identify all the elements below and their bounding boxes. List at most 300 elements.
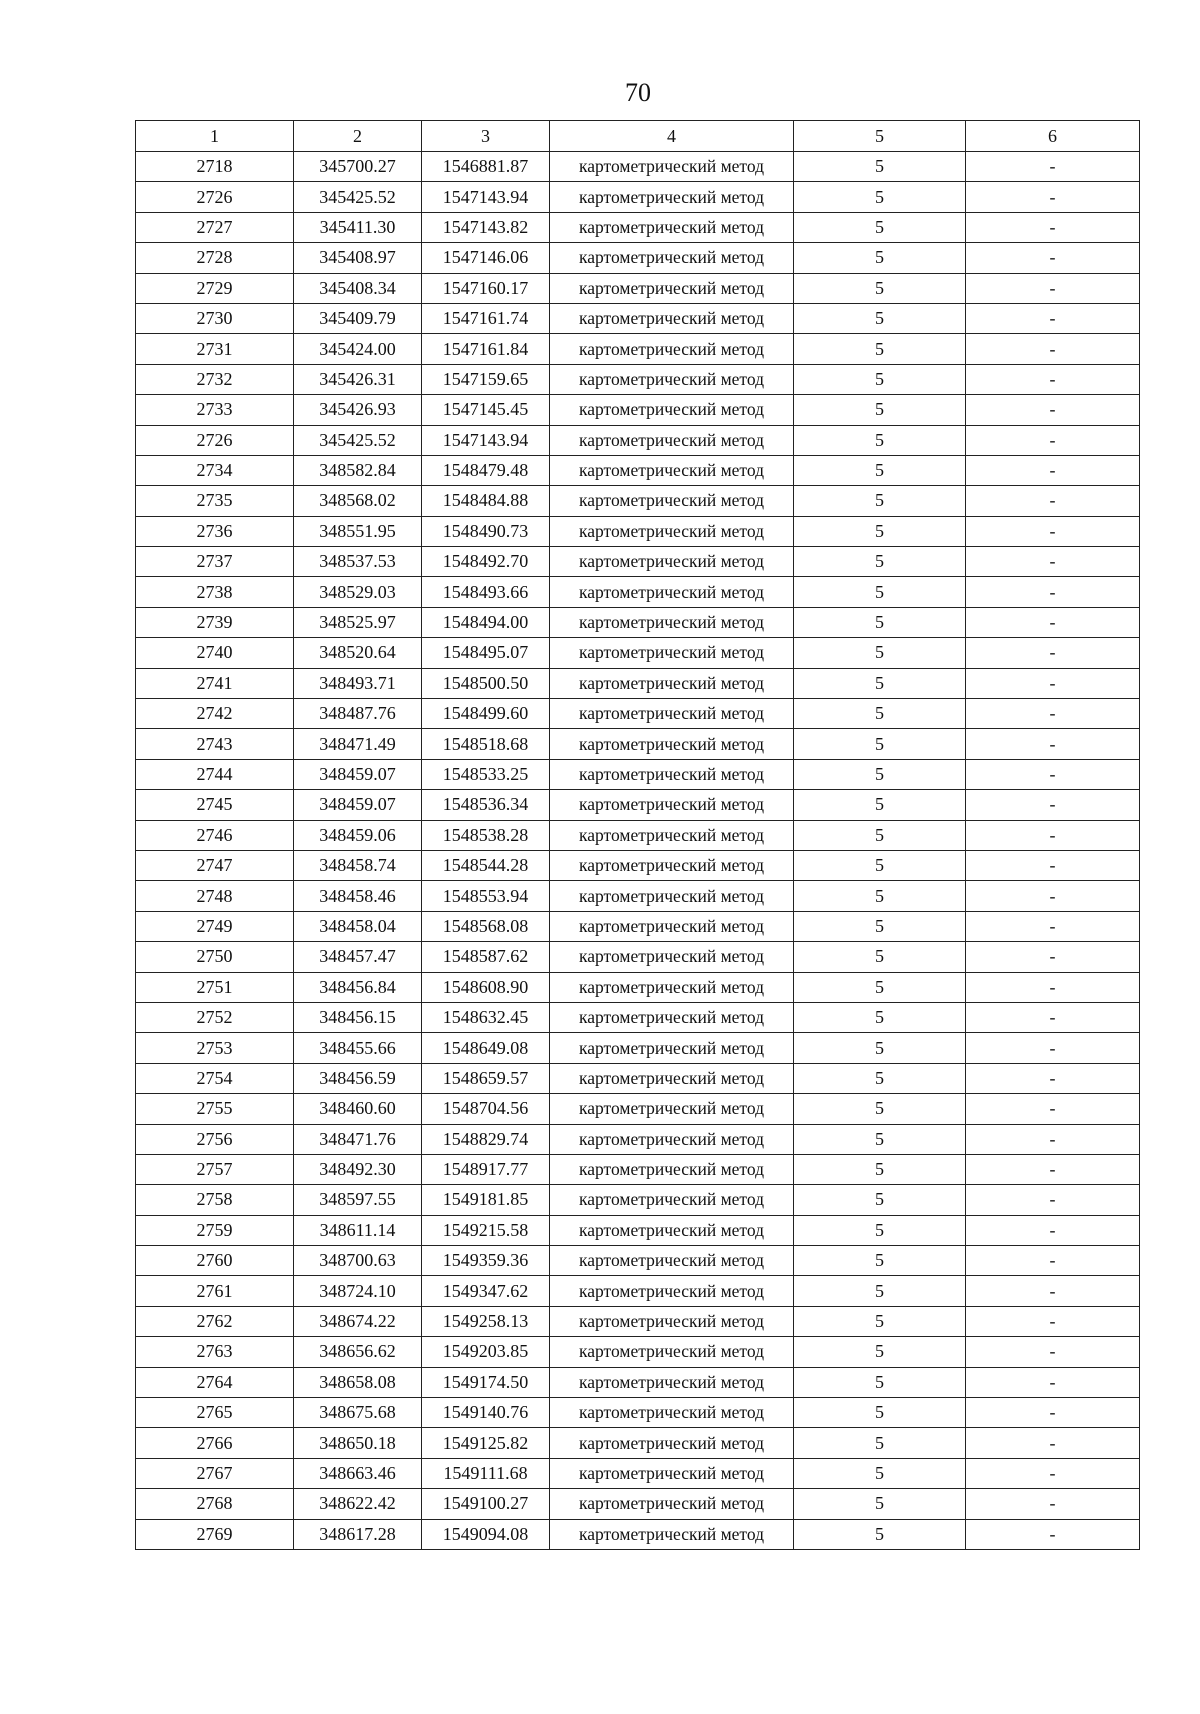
accuracy-cell: 5	[794, 182, 966, 212]
note-cell: -	[966, 243, 1140, 273]
x-coordinate-cell: 348455.66	[294, 1033, 422, 1063]
accuracy-cell: 5	[794, 942, 966, 972]
accuracy-cell: 5	[794, 334, 966, 364]
method-cell: картометрический метод	[550, 1398, 794, 1428]
note-cell: -	[966, 577, 1140, 607]
table-row	[136, 334, 1140, 364]
table-row	[136, 1094, 1140, 1124]
column-header-4: 4	[550, 121, 794, 152]
x-coordinate-cell: 345426.93	[294, 395, 422, 425]
method-cell: картометрический метод	[550, 425, 794, 455]
header-row	[136, 121, 1140, 152]
y-coordinate-cell: 1549174.50	[422, 1367, 550, 1397]
x-coordinate-cell: 348459.07	[294, 759, 422, 789]
accuracy-cell: 5	[794, 1458, 966, 1488]
table-row	[136, 1276, 1140, 1306]
y-coordinate-cell: 1548649.08	[422, 1033, 550, 1063]
x-coordinate-cell: 348459.06	[294, 820, 422, 850]
table-row	[136, 547, 1140, 577]
x-coordinate-cell: 348650.18	[294, 1428, 422, 1458]
point-number-cell: 2746	[136, 820, 294, 850]
table-row	[136, 942, 1140, 972]
note-cell: -	[966, 1246, 1140, 1276]
table-row	[136, 243, 1140, 273]
table-row	[136, 212, 1140, 242]
x-coordinate-cell: 348675.68	[294, 1398, 422, 1428]
accuracy-cell: 5	[794, 1215, 966, 1245]
method-cell: картометрический метод	[550, 850, 794, 880]
method-cell: картометрический метод	[550, 1033, 794, 1063]
y-coordinate-cell: 1548492.70	[422, 547, 550, 577]
point-number-cell: 2759	[136, 1215, 294, 1245]
x-coordinate-cell: 348487.76	[294, 699, 422, 729]
table-row	[136, 182, 1140, 212]
table-row	[136, 1246, 1140, 1276]
accuracy-cell: 5	[794, 850, 966, 880]
point-number-cell: 2741	[136, 668, 294, 698]
accuracy-cell: 5	[794, 1306, 966, 1336]
y-coordinate-cell: 1548495.07	[422, 638, 550, 668]
y-coordinate-cell: 1548490.73	[422, 516, 550, 546]
note-cell: -	[966, 1033, 1140, 1063]
table-row	[136, 1489, 1140, 1519]
table-row	[136, 1215, 1140, 1245]
table-row	[136, 1063, 1140, 1093]
y-coordinate-cell: 1547161.84	[422, 334, 550, 364]
x-coordinate-cell: 348674.22	[294, 1306, 422, 1336]
point-number-cell: 2732	[136, 364, 294, 394]
accuracy-cell: 5	[794, 516, 966, 546]
table-row	[136, 303, 1140, 333]
method-cell: картометрический метод	[550, 243, 794, 273]
y-coordinate-cell: 1547146.06	[422, 243, 550, 273]
point-number-cell: 2737	[136, 547, 294, 577]
method-cell: картометрический метод	[550, 486, 794, 516]
y-coordinate-cell: 1548704.56	[422, 1094, 550, 1124]
y-coordinate-cell: 1547160.17	[422, 273, 550, 303]
point-number-cell: 2766	[136, 1428, 294, 1458]
method-cell: картометрический метод	[550, 1367, 794, 1397]
note-cell: -	[966, 1458, 1140, 1488]
y-coordinate-cell: 1548544.28	[422, 850, 550, 880]
note-cell: -	[966, 152, 1140, 182]
table-body	[136, 152, 1140, 1550]
table-row	[136, 729, 1140, 759]
y-coordinate-cell: 1549140.76	[422, 1398, 550, 1428]
method-cell: картометрический метод	[550, 303, 794, 333]
page-number: 70	[625, 78, 651, 107]
method-cell: картометрический метод	[550, 273, 794, 303]
point-number-cell: 2734	[136, 455, 294, 485]
x-coordinate-cell: 348457.47	[294, 942, 422, 972]
method-cell: картометрический метод	[550, 212, 794, 242]
accuracy-cell: 5	[794, 212, 966, 242]
point-number-cell: 2767	[136, 1458, 294, 1488]
method-cell: картометрический метод	[550, 942, 794, 972]
point-number-cell: 2756	[136, 1124, 294, 1154]
method-cell: картометрический метод	[550, 1428, 794, 1458]
point-number-cell: 2740	[136, 638, 294, 668]
table-row	[136, 790, 1140, 820]
method-cell: картометрический метод	[550, 699, 794, 729]
x-coordinate-cell: 348656.62	[294, 1337, 422, 1367]
accuracy-cell: 5	[794, 1428, 966, 1458]
point-number-cell: 2749	[136, 911, 294, 941]
table-row	[136, 1428, 1140, 1458]
y-coordinate-cell: 1548553.94	[422, 881, 550, 911]
y-coordinate-cell: 1547161.74	[422, 303, 550, 333]
x-coordinate-cell: 348456.84	[294, 972, 422, 1002]
note-cell: -	[966, 516, 1140, 546]
accuracy-cell: 5	[794, 152, 966, 182]
note-cell: -	[966, 303, 1140, 333]
table-row	[136, 1124, 1140, 1154]
point-number-cell: 2753	[136, 1033, 294, 1063]
y-coordinate-cell: 1548917.77	[422, 1154, 550, 1184]
note-cell: -	[966, 425, 1140, 455]
note-cell: -	[966, 334, 1140, 364]
accuracy-cell: 5	[794, 1185, 966, 1215]
point-number-cell: 2754	[136, 1063, 294, 1093]
x-coordinate-cell: 348597.55	[294, 1185, 422, 1215]
method-cell: картометрический метод	[550, 516, 794, 546]
note-cell: -	[966, 759, 1140, 789]
table-row	[136, 668, 1140, 698]
note-cell: -	[966, 668, 1140, 698]
table-row	[136, 1519, 1140, 1549]
table-row	[136, 455, 1140, 485]
method-cell: картометрический метод	[550, 577, 794, 607]
table-row	[136, 638, 1140, 668]
point-number-cell: 2728	[136, 243, 294, 273]
method-cell: картометрический метод	[550, 1185, 794, 1215]
point-number-cell: 2752	[136, 1002, 294, 1032]
method-cell: картометрический метод	[550, 152, 794, 182]
table-row	[136, 1033, 1140, 1063]
method-cell: картометрический метод	[550, 607, 794, 637]
note-cell: -	[966, 182, 1140, 212]
point-number-cell: 2758	[136, 1185, 294, 1215]
accuracy-cell: 5	[794, 425, 966, 455]
note-cell: -	[966, 1519, 1140, 1549]
accuracy-cell: 5	[794, 881, 966, 911]
x-coordinate-cell: 348459.07	[294, 790, 422, 820]
method-cell: картометрический метод	[550, 668, 794, 698]
note-cell: -	[966, 1215, 1140, 1245]
table-row	[136, 759, 1140, 789]
accuracy-cell: 5	[794, 1094, 966, 1124]
point-number-cell: 2768	[136, 1489, 294, 1519]
accuracy-cell: 5	[794, 1033, 966, 1063]
accuracy-cell: 5	[794, 1276, 966, 1306]
column-header-5: 5	[794, 121, 966, 152]
note-cell: -	[966, 942, 1140, 972]
method-cell: картометрический метод	[550, 1458, 794, 1488]
y-coordinate-cell: 1547159.65	[422, 364, 550, 394]
point-number-cell: 2745	[136, 790, 294, 820]
x-coordinate-cell: 348617.28	[294, 1519, 422, 1549]
y-coordinate-cell: 1548518.68	[422, 729, 550, 759]
point-number-cell: 2733	[136, 395, 294, 425]
accuracy-cell: 5	[794, 1246, 966, 1276]
note-cell: -	[966, 1337, 1140, 1367]
y-coordinate-cell: 1547143.82	[422, 212, 550, 242]
x-coordinate-cell: 348492.30	[294, 1154, 422, 1184]
accuracy-cell: 5	[794, 1154, 966, 1184]
table-row	[136, 911, 1140, 941]
note-cell: -	[966, 911, 1140, 941]
y-coordinate-cell: 1547143.94	[422, 182, 550, 212]
y-coordinate-cell: 1549347.62	[422, 1276, 550, 1306]
point-number-cell: 2731	[136, 334, 294, 364]
table-row	[136, 516, 1140, 546]
table-row	[136, 577, 1140, 607]
table-row	[136, 395, 1140, 425]
x-coordinate-cell: 345424.00	[294, 334, 422, 364]
y-coordinate-cell: 1549125.82	[422, 1428, 550, 1458]
method-cell: картометрический метод	[550, 1215, 794, 1245]
accuracy-cell: 5	[794, 638, 966, 668]
accuracy-cell: 5	[794, 243, 966, 273]
point-number-cell: 2762	[136, 1306, 294, 1336]
table-row	[136, 850, 1140, 880]
method-cell: картометрический метод	[550, 455, 794, 485]
accuracy-cell: 5	[794, 668, 966, 698]
x-coordinate-cell: 348582.84	[294, 455, 422, 485]
note-cell: -	[966, 820, 1140, 850]
accuracy-cell: 5	[794, 1367, 966, 1397]
x-coordinate-cell: 348529.03	[294, 577, 422, 607]
method-cell: картометрический метод	[550, 1063, 794, 1093]
x-coordinate-cell: 348520.64	[294, 638, 422, 668]
y-coordinate-cell: 1548533.25	[422, 759, 550, 789]
y-coordinate-cell: 1549215.58	[422, 1215, 550, 1245]
note-cell: -	[966, 1367, 1140, 1397]
point-number-cell: 2750	[136, 942, 294, 972]
y-coordinate-cell: 1548538.28	[422, 820, 550, 850]
accuracy-cell: 5	[794, 1398, 966, 1428]
table-row	[136, 1002, 1140, 1032]
x-coordinate-cell: 345409.79	[294, 303, 422, 333]
note-cell: -	[966, 455, 1140, 485]
method-cell: картометрический метод	[550, 1276, 794, 1306]
method-cell: картометрический метод	[550, 729, 794, 759]
note-cell: -	[966, 273, 1140, 303]
x-coordinate-cell: 345408.34	[294, 273, 422, 303]
table-row	[136, 1398, 1140, 1428]
note-cell: -	[966, 790, 1140, 820]
method-cell: картометрический метод	[550, 790, 794, 820]
accuracy-cell: 5	[794, 364, 966, 394]
y-coordinate-cell: 1548536.34	[422, 790, 550, 820]
method-cell: картометрический метод	[550, 1094, 794, 1124]
method-cell: картометрический метод	[550, 1154, 794, 1184]
point-number-cell: 2743	[136, 729, 294, 759]
x-coordinate-cell: 345425.52	[294, 425, 422, 455]
method-cell: картометрический метод	[550, 881, 794, 911]
x-coordinate-cell: 348471.49	[294, 729, 422, 759]
x-coordinate-cell: 348551.95	[294, 516, 422, 546]
accuracy-cell: 5	[794, 1002, 966, 1032]
point-number-cell: 2735	[136, 486, 294, 516]
method-cell: картометрический метод	[550, 759, 794, 789]
y-coordinate-cell: 1548499.60	[422, 699, 550, 729]
point-number-cell: 2736	[136, 516, 294, 546]
y-coordinate-cell: 1548484.88	[422, 486, 550, 516]
x-coordinate-cell: 348471.76	[294, 1124, 422, 1154]
accuracy-cell: 5	[794, 911, 966, 941]
note-cell: -	[966, 1002, 1140, 1032]
method-cell: картометрический метод	[550, 395, 794, 425]
x-coordinate-cell: 348493.71	[294, 668, 422, 698]
point-number-cell: 2763	[136, 1337, 294, 1367]
table-row	[136, 1458, 1140, 1488]
x-coordinate-cell: 348700.63	[294, 1246, 422, 1276]
y-coordinate-cell: 1548659.57	[422, 1063, 550, 1093]
method-cell: картометрический метод	[550, 547, 794, 577]
y-coordinate-cell: 1546881.87	[422, 152, 550, 182]
accuracy-cell: 5	[794, 303, 966, 333]
accuracy-cell: 5	[794, 1063, 966, 1093]
note-cell: -	[966, 395, 1140, 425]
y-coordinate-cell: 1549359.36	[422, 1246, 550, 1276]
point-number-cell: 2769	[136, 1519, 294, 1549]
column-header-6: 6	[966, 121, 1140, 152]
method-cell: картометрический метод	[550, 1002, 794, 1032]
method-cell: картометрический метод	[550, 364, 794, 394]
y-coordinate-cell: 1548494.00	[422, 607, 550, 637]
y-coordinate-cell: 1547143.94	[422, 425, 550, 455]
x-coordinate-cell: 348456.59	[294, 1063, 422, 1093]
x-coordinate-cell: 345425.52	[294, 182, 422, 212]
table-row	[136, 881, 1140, 911]
point-number-cell: 2765	[136, 1398, 294, 1428]
note-cell: -	[966, 212, 1140, 242]
method-cell: картометрический метод	[550, 1246, 794, 1276]
point-number-cell: 2761	[136, 1276, 294, 1306]
y-coordinate-cell: 1549258.13	[422, 1306, 550, 1336]
table-row	[136, 607, 1140, 637]
note-cell: -	[966, 972, 1140, 1002]
accuracy-cell: 5	[794, 1489, 966, 1519]
accuracy-cell: 5	[794, 577, 966, 607]
point-number-cell: 2718	[136, 152, 294, 182]
y-coordinate-cell: 1549181.85	[422, 1185, 550, 1215]
x-coordinate-cell: 348537.53	[294, 547, 422, 577]
y-coordinate-cell: 1548479.48	[422, 455, 550, 485]
accuracy-cell: 5	[794, 486, 966, 516]
note-cell: -	[966, 607, 1140, 637]
x-coordinate-cell: 348658.08	[294, 1367, 422, 1397]
accuracy-cell: 5	[794, 820, 966, 850]
method-cell: картометрический метод	[550, 972, 794, 1002]
y-coordinate-cell: 1548587.62	[422, 942, 550, 972]
x-coordinate-cell: 348611.14	[294, 1215, 422, 1245]
note-cell: -	[966, 1094, 1140, 1124]
method-cell: картометрический метод	[550, 1489, 794, 1519]
method-cell: картометрический метод	[550, 638, 794, 668]
method-cell: картометрический метод	[550, 1519, 794, 1549]
x-coordinate-cell: 348460.60	[294, 1094, 422, 1124]
note-cell: -	[966, 1063, 1140, 1093]
point-number-cell: 2747	[136, 850, 294, 880]
accuracy-cell: 5	[794, 699, 966, 729]
accuracy-cell: 5	[794, 972, 966, 1002]
y-coordinate-cell: 1548829.74	[422, 1124, 550, 1154]
point-number-cell: 2751	[136, 972, 294, 1002]
note-cell: -	[966, 1398, 1140, 1428]
table-row	[136, 1367, 1140, 1397]
column-header-1: 1	[136, 121, 294, 152]
y-coordinate-cell: 1549203.85	[422, 1337, 550, 1367]
method-cell: картометрический метод	[550, 820, 794, 850]
point-number-cell: 2726	[136, 425, 294, 455]
x-coordinate-cell: 348458.04	[294, 911, 422, 941]
column-header-3: 3	[422, 121, 550, 152]
note-cell: -	[966, 1489, 1140, 1519]
note-cell: -	[966, 1276, 1140, 1306]
y-coordinate-cell: 1548608.90	[422, 972, 550, 1002]
table-row	[136, 273, 1140, 303]
note-cell: -	[966, 1428, 1140, 1458]
point-number-cell: 2739	[136, 607, 294, 637]
x-coordinate-cell: 345700.27	[294, 152, 422, 182]
note-cell: -	[966, 364, 1140, 394]
note-cell: -	[966, 547, 1140, 577]
accuracy-cell: 5	[794, 1337, 966, 1367]
table-row	[136, 1337, 1140, 1367]
method-cell: картометрический метод	[550, 911, 794, 941]
note-cell: -	[966, 1185, 1140, 1215]
x-coordinate-cell: 348663.46	[294, 1458, 422, 1488]
method-cell: картометрический метод	[550, 1306, 794, 1336]
column-header-2: 2	[294, 121, 422, 152]
accuracy-cell: 5	[794, 759, 966, 789]
y-coordinate-cell: 1547145.45	[422, 395, 550, 425]
point-number-cell: 2757	[136, 1154, 294, 1184]
table-row	[136, 1306, 1140, 1336]
table-row	[136, 364, 1140, 394]
x-coordinate-cell: 345426.31	[294, 364, 422, 394]
point-number-cell: 2729	[136, 273, 294, 303]
x-coordinate-cell: 348458.46	[294, 881, 422, 911]
method-cell: картометрический метод	[550, 334, 794, 364]
y-coordinate-cell: 1548568.08	[422, 911, 550, 941]
table-row	[136, 152, 1140, 182]
point-number-cell: 2726	[136, 182, 294, 212]
y-coordinate-cell: 1549100.27	[422, 1489, 550, 1519]
x-coordinate-cell: 348456.15	[294, 1002, 422, 1032]
table-header	[136, 121, 1140, 152]
y-coordinate-cell: 1548493.66	[422, 577, 550, 607]
table-row	[136, 972, 1140, 1002]
point-number-cell: 2760	[136, 1246, 294, 1276]
method-cell: картометрический метод	[550, 1124, 794, 1154]
point-number-cell: 2730	[136, 303, 294, 333]
point-number-cell: 2748	[136, 881, 294, 911]
point-number-cell: 2742	[136, 699, 294, 729]
table-row	[136, 486, 1140, 516]
y-coordinate-cell: 1548632.45	[422, 1002, 550, 1032]
y-coordinate-cell: 1548500.50	[422, 668, 550, 698]
accuracy-cell: 5	[794, 1519, 966, 1549]
point-number-cell: 2738	[136, 577, 294, 607]
accuracy-cell: 5	[794, 1124, 966, 1154]
table-row	[136, 425, 1140, 455]
note-cell: -	[966, 850, 1140, 880]
table-row	[136, 699, 1140, 729]
note-cell: -	[966, 881, 1140, 911]
